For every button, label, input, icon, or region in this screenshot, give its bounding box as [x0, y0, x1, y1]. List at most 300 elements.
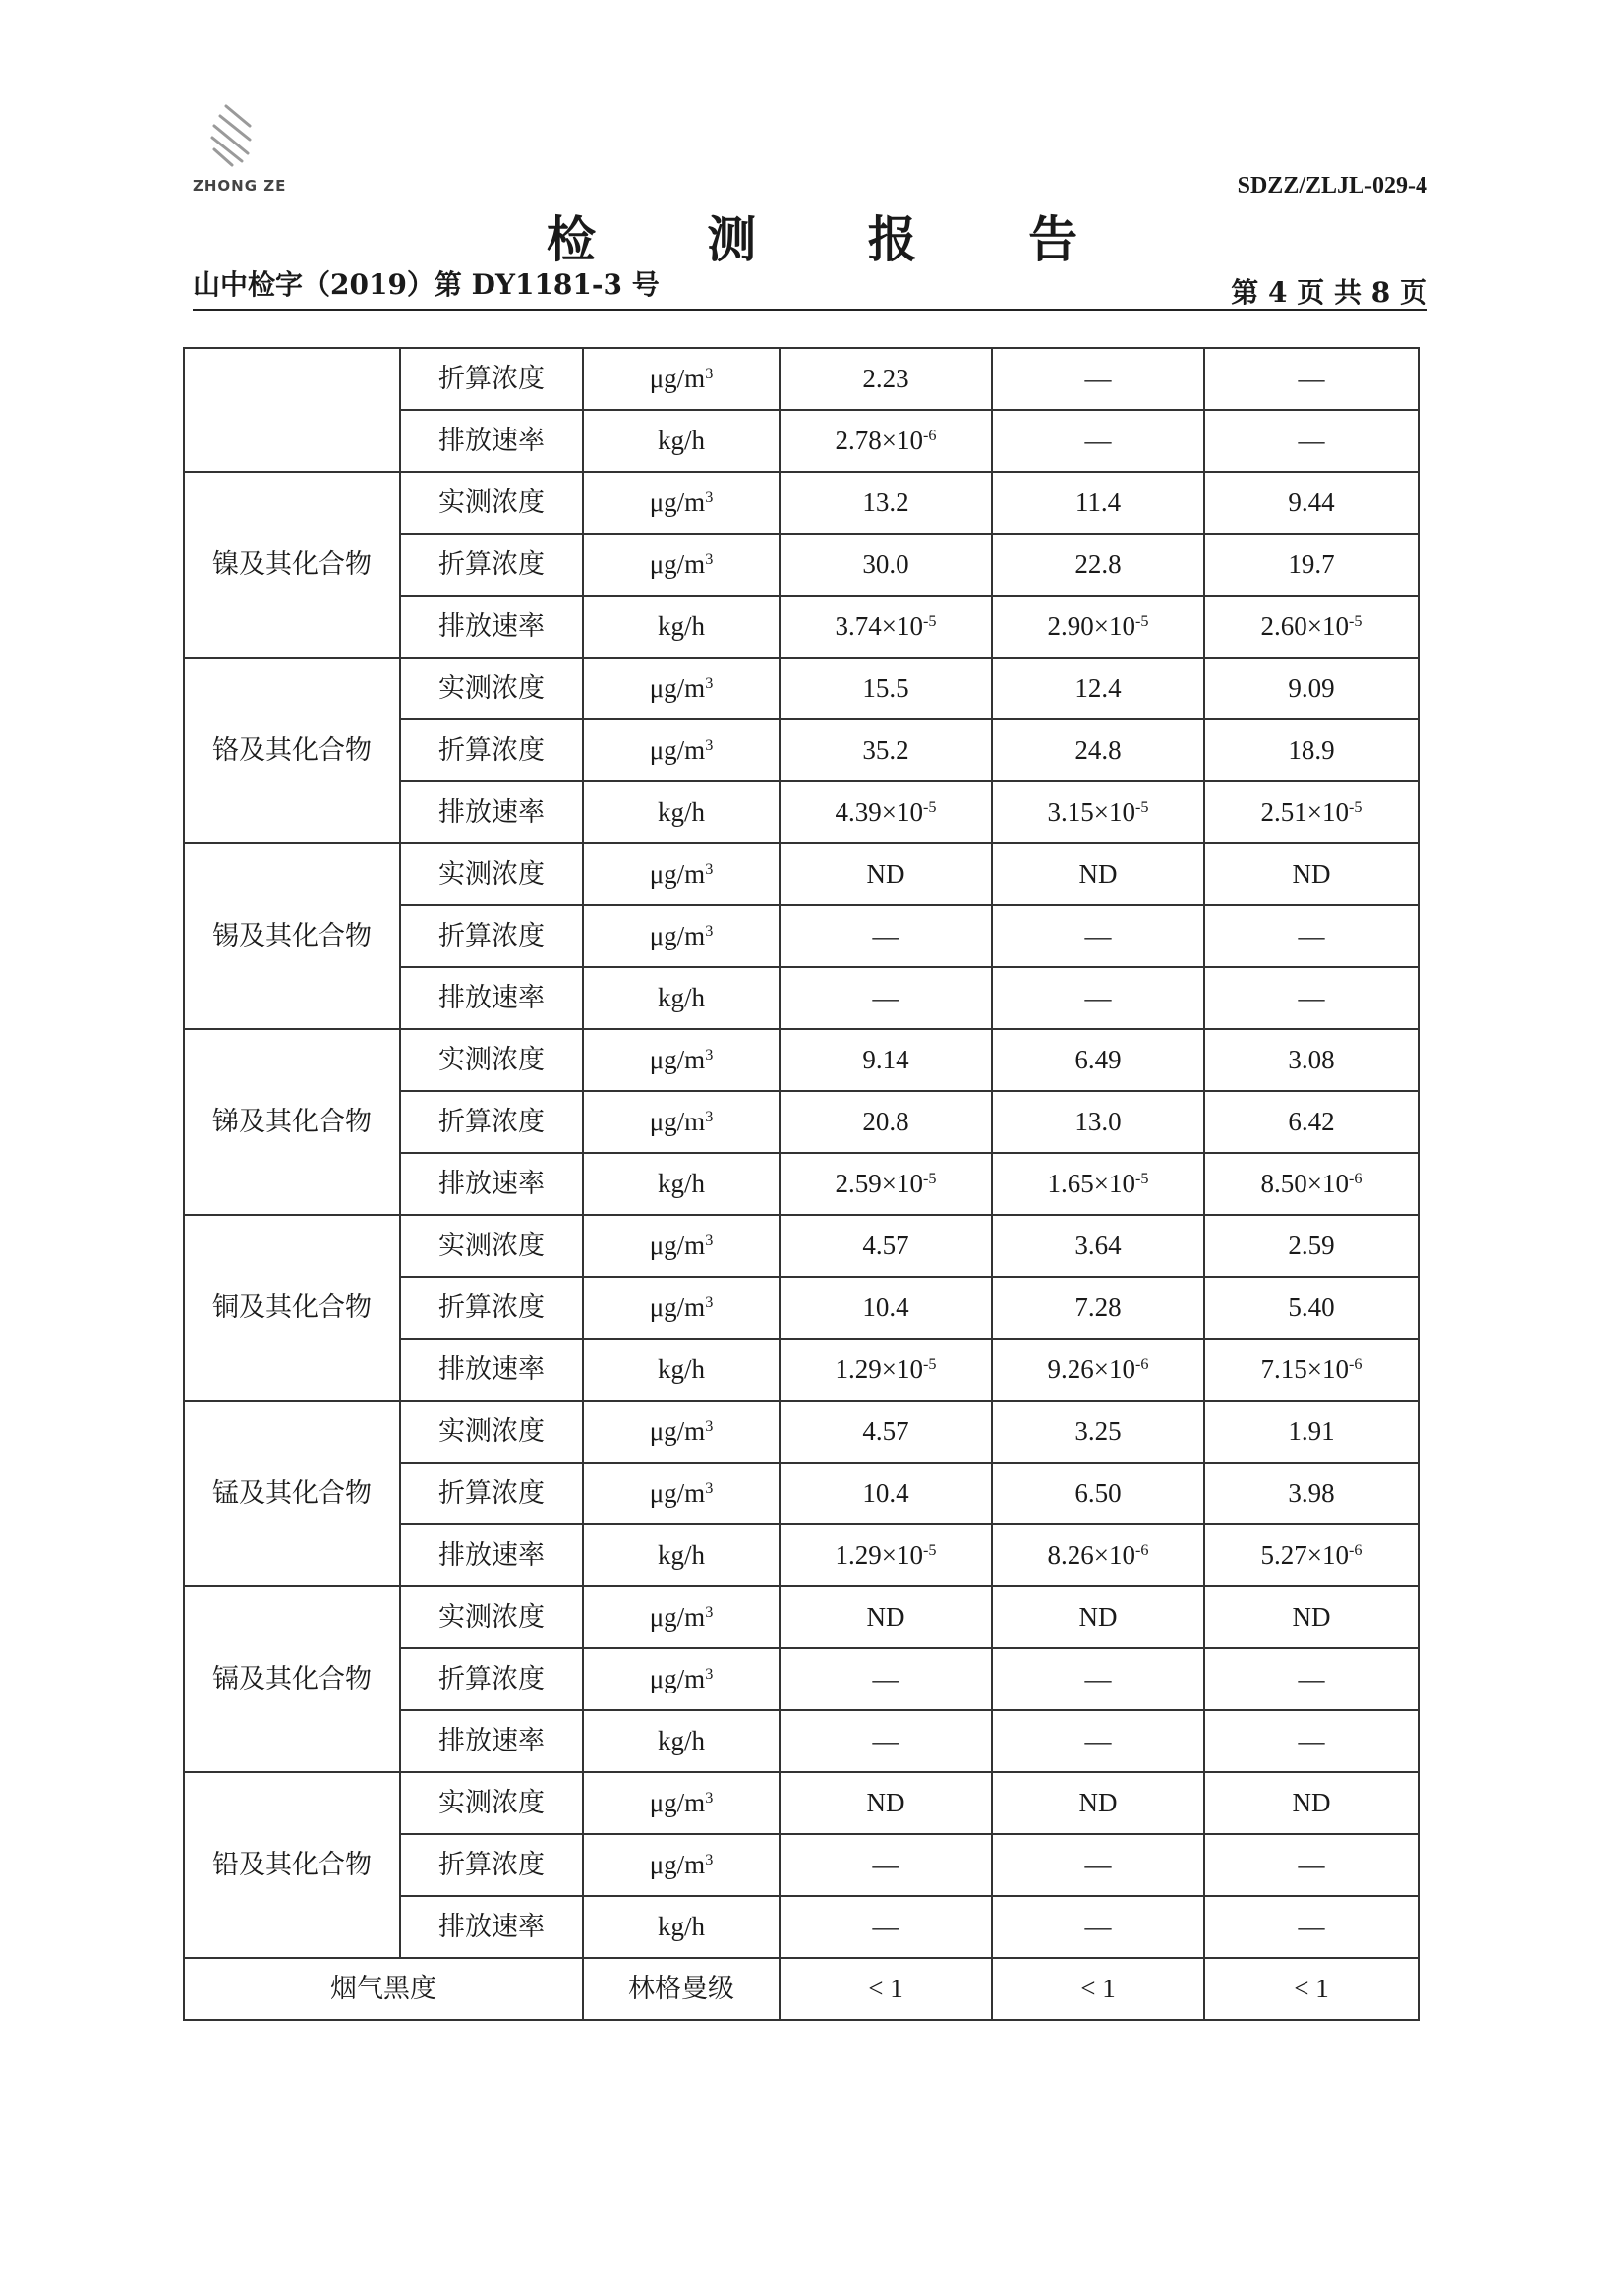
smoke-blackness-label: 烟气黑度 — [184, 1958, 583, 2020]
value-text: 10.4 — [862, 1292, 909, 1322]
unit-cell — [583, 1029, 780, 1091]
unit-cell — [583, 781, 780, 843]
value-cell — [992, 1896, 1204, 1958]
unit-text: μg/m — [649, 859, 706, 889]
value-text: — — [1298, 1850, 1325, 1879]
value-text: 7.15×10 — [1260, 1354, 1349, 1384]
value-text: — — [872, 1664, 899, 1693]
value-text: 6.49 — [1074, 1045, 1122, 1074]
value-cell — [1204, 472, 1419, 534]
value-cell — [992, 1029, 1204, 1091]
unit-exponent: 3 — [705, 1108, 714, 1126]
value-cell — [780, 1772, 992, 1834]
unit-exponent: 3 — [705, 1789, 714, 1808]
value-cell — [780, 410, 992, 472]
value-text: ND — [1292, 1602, 1331, 1632]
value-text: 2.78×10 — [835, 426, 923, 455]
value-cell — [780, 1524, 992, 1586]
value-text: 6.42 — [1288, 1107, 1335, 1136]
pollutant-name-cell: 镉及其化合物 — [184, 1586, 400, 1772]
unit-text: μg/m — [649, 1664, 706, 1693]
value-cell — [992, 1772, 1204, 1834]
value-cell — [780, 658, 992, 719]
value-text: — — [872, 1726, 899, 1755]
unit-text: μg/m — [649, 1292, 706, 1322]
value-cell — [992, 1524, 1204, 1586]
value-cell — [992, 967, 1204, 1029]
value-exponent: -6 — [1135, 1355, 1149, 1374]
unit-cell — [583, 1586, 780, 1648]
value-cell — [992, 843, 1204, 905]
unit-exponent: 3 — [705, 860, 714, 879]
value-cell — [1204, 1772, 1419, 1834]
value-text: 15.5 — [862, 673, 909, 703]
value-cell — [1204, 1091, 1419, 1153]
parameter-cell: 排放速率 — [400, 1153, 583, 1215]
value-exponent: -6 — [1349, 1541, 1363, 1560]
value-text: 1.91 — [1288, 1416, 1335, 1446]
value-text: 35.2 — [862, 735, 909, 765]
value-cell — [780, 719, 992, 781]
unit-cell — [583, 1339, 780, 1401]
unit-text: kg/h — [657, 426, 705, 455]
value-cell — [1204, 596, 1419, 658]
header-divider — [193, 309, 1427, 311]
value-text: 6.50 — [1074, 1478, 1122, 1508]
value-text: 1.29×10 — [835, 1540, 923, 1570]
value-cell — [992, 905, 1204, 967]
parameter-cell: 实测浓度 — [400, 843, 583, 905]
value-text: 2.51×10 — [1260, 797, 1349, 827]
value-text: 8.26×10 — [1047, 1540, 1135, 1570]
value-exponent: -5 — [1349, 798, 1363, 817]
value-cell — [1204, 781, 1419, 843]
value-text: 18.9 — [1288, 735, 1335, 765]
unit-cell — [583, 905, 780, 967]
unit-text: kg/h — [657, 1726, 705, 1755]
value-cell — [992, 1153, 1204, 1215]
value-cell — [992, 1401, 1204, 1463]
unit-cell — [583, 1710, 780, 1772]
value-cell — [992, 658, 1204, 719]
value-cell — [1204, 1215, 1419, 1277]
value-text: — — [1298, 1726, 1325, 1755]
value-cell: < 1 — [992, 1958, 1204, 2020]
unit-text: μg/m — [649, 1107, 706, 1136]
value-text: 3.15×10 — [1047, 797, 1135, 827]
value-text: — — [1084, 1664, 1112, 1693]
value-text: ND — [866, 1602, 905, 1632]
value-cell — [1204, 1710, 1419, 1772]
value-text: 20.8 — [862, 1107, 909, 1136]
value-text: 13.0 — [1074, 1107, 1122, 1136]
value-text: 3.08 — [1288, 1045, 1335, 1074]
value-cell — [992, 1710, 1204, 1772]
value-cell — [780, 1091, 992, 1153]
smoke-blackness-row — [184, 1958, 1419, 2020]
value-exponent: -5 — [1135, 612, 1149, 631]
value-text: 5.27×10 — [1260, 1540, 1349, 1570]
value-text: 4.57 — [862, 1231, 909, 1260]
parameter-cell: 折算浓度 — [400, 1648, 583, 1710]
value-cell — [780, 1648, 992, 1710]
unit-exponent: 3 — [705, 365, 714, 383]
value-text: — — [1298, 921, 1325, 950]
value-text: 12.4 — [1074, 673, 1122, 703]
value-text: — — [1084, 1912, 1112, 1941]
smoke-blackness-unit: 林格曼级 — [583, 1958, 780, 2020]
unit-cell — [583, 472, 780, 534]
value-cell — [780, 1710, 992, 1772]
test-results-table — [183, 347, 1420, 2021]
value-cell — [992, 1339, 1204, 1401]
value-text: — — [1084, 983, 1112, 1012]
value-cell — [992, 781, 1204, 843]
value-cell — [780, 1586, 992, 1648]
value-exponent: -5 — [923, 612, 937, 631]
unit-exponent: 3 — [705, 736, 714, 755]
value-cell — [1204, 1339, 1419, 1401]
document-code: SDZZ/ZLJL-029-4 — [1237, 173, 1427, 199]
unit-exponent: 3 — [705, 1417, 714, 1436]
unit-cell — [583, 1772, 780, 1834]
unit-cell — [583, 1524, 780, 1586]
unit-text: μg/m — [649, 1478, 706, 1508]
value-text: 1.29×10 — [835, 1354, 923, 1384]
unit-exponent: 3 — [705, 674, 714, 693]
value-cell — [992, 1648, 1204, 1710]
unit-text: kg/h — [657, 1354, 705, 1384]
zhongze-logo-mark-icon — [204, 102, 283, 169]
value-exponent: -5 — [923, 1170, 937, 1188]
unit-exponent: 3 — [705, 1046, 714, 1064]
pollutant-name-cell: 铅及其化合物 — [184, 1772, 400, 1958]
value-text: 9.14 — [862, 1045, 909, 1074]
value-text: ND — [1292, 1788, 1331, 1817]
value-cell — [1204, 719, 1419, 781]
value-cell — [1204, 843, 1419, 905]
value-cell — [1204, 1586, 1419, 1648]
value-exponent: -5 — [923, 1541, 937, 1560]
value-text: — — [1084, 921, 1112, 950]
unit-cell — [583, 1091, 780, 1153]
unit-text: kg/h — [657, 797, 705, 827]
parameter-cell: 排放速率 — [400, 1896, 583, 1958]
value-exponent: -6 — [1135, 1541, 1149, 1560]
value-text: — — [1084, 426, 1112, 455]
parameter-cell: 排放速率 — [400, 1339, 583, 1401]
value-exponent: -6 — [1349, 1355, 1363, 1374]
parameter-cell: 折算浓度 — [400, 1091, 583, 1153]
value-text: — — [1298, 364, 1325, 393]
value-text: 3.25 — [1074, 1416, 1122, 1446]
value-text: 2.59×10 — [835, 1169, 923, 1198]
pollutant-name-cell: 铬及其化合物 — [184, 658, 400, 843]
value-text: 2.23 — [862, 364, 909, 393]
value-exponent: -5 — [923, 798, 937, 817]
value-cell — [1204, 1401, 1419, 1463]
unit-cell — [583, 534, 780, 596]
parameter-cell: 折算浓度 — [400, 1834, 583, 1896]
parameter-cell: 折算浓度 — [400, 719, 583, 781]
value-cell — [780, 1339, 992, 1401]
value-text: — — [1298, 1664, 1325, 1693]
unit-text: μg/m — [649, 1416, 706, 1446]
unit-cell — [583, 1277, 780, 1339]
pollutant-name-cell: 锰及其化合物 — [184, 1401, 400, 1586]
value-text: 9.09 — [1288, 673, 1335, 703]
unit-text: μg/m — [649, 921, 706, 950]
value-cell — [780, 1896, 992, 1958]
value-text: ND — [1078, 1602, 1118, 1632]
unit-text: μg/m — [649, 1850, 706, 1879]
unit-cell — [583, 1896, 780, 1958]
value-text: 1.65×10 — [1047, 1169, 1135, 1198]
value-exponent: -6 — [923, 427, 937, 445]
value-cell — [780, 1215, 992, 1277]
value-cell: < 1 — [780, 1958, 992, 2020]
parameter-cell: 实测浓度 — [400, 658, 583, 719]
value-text: 4.57 — [862, 1416, 909, 1446]
value-text: ND — [866, 859, 905, 889]
value-cell — [780, 1401, 992, 1463]
value-exponent: -5 — [1135, 1170, 1149, 1188]
value-cell — [992, 1091, 1204, 1153]
value-text: 30.0 — [862, 549, 909, 579]
value-cell — [992, 1834, 1204, 1896]
unit-cell — [583, 1401, 780, 1463]
value-text: 10.4 — [862, 1478, 909, 1508]
unit-cell — [583, 843, 780, 905]
value-cell — [780, 1834, 992, 1896]
value-cell — [780, 967, 992, 1029]
value-cell — [992, 1215, 1204, 1277]
parameter-cell: 实测浓度 — [400, 1772, 583, 1834]
value-cell — [780, 1029, 992, 1091]
unit-exponent: 3 — [705, 1851, 714, 1869]
unit-exponent: 3 — [705, 488, 714, 507]
unit-text: μg/m — [649, 488, 706, 517]
value-cell — [1204, 905, 1419, 967]
table-row — [184, 1401, 1419, 1463]
table-row — [184, 348, 1419, 410]
value-text: 4.39×10 — [835, 797, 923, 827]
unit-cell — [583, 1215, 780, 1277]
value-cell — [780, 781, 992, 843]
value-text: — — [1084, 1726, 1112, 1755]
unit-exponent: 3 — [705, 1479, 714, 1498]
value-cell: < 1 — [1204, 1958, 1419, 2020]
value-cell — [1204, 534, 1419, 596]
unit-text: μg/m — [649, 673, 706, 703]
unit-text: kg/h — [657, 983, 705, 1012]
value-cell — [992, 1277, 1204, 1339]
value-cell — [1204, 1153, 1419, 1215]
value-cell — [780, 905, 992, 967]
value-text: — — [1298, 983, 1325, 1012]
value-text: 19.7 — [1288, 549, 1335, 579]
value-cell — [1204, 1834, 1419, 1896]
results-table-body — [184, 348, 1419, 2020]
value-text: 3.98 — [1288, 1478, 1335, 1508]
value-cell — [780, 1277, 992, 1339]
unit-text: kg/h — [657, 611, 705, 641]
value-cell — [992, 348, 1204, 410]
value-cell — [992, 410, 1204, 472]
value-cell — [992, 596, 1204, 658]
parameter-cell: 排放速率 — [400, 781, 583, 843]
value-text: 22.8 — [1074, 549, 1122, 579]
value-text: 2.90×10 — [1047, 611, 1135, 641]
value-cell — [992, 719, 1204, 781]
value-text: ND — [1078, 859, 1118, 889]
pollutant-name-cell: 锑及其化合物 — [184, 1029, 400, 1215]
unit-cell — [583, 410, 780, 472]
value-text: 9.26×10 — [1047, 1354, 1135, 1384]
value-text: ND — [866, 1788, 905, 1817]
unit-text: μg/m — [649, 549, 706, 579]
value-text: 5.40 — [1288, 1292, 1335, 1322]
value-cell — [1204, 1463, 1419, 1524]
value-text: ND — [1078, 1788, 1118, 1817]
unit-cell — [583, 348, 780, 410]
table-row — [184, 1772, 1419, 1834]
value-exponent: -5 — [1349, 612, 1363, 631]
value-text: — — [1298, 426, 1325, 455]
pollutant-name-cell: 锡及其化合物 — [184, 843, 400, 1029]
unit-exponent: 3 — [705, 1665, 714, 1684]
unit-cell — [583, 1153, 780, 1215]
value-text: 8.50×10 — [1260, 1169, 1349, 1198]
unit-cell — [583, 1463, 780, 1524]
parameter-cell: 实测浓度 — [400, 472, 583, 534]
value-text: 11.4 — [1074, 488, 1122, 517]
unit-text: kg/h — [657, 1912, 705, 1941]
parameter-cell: 排放速率 — [400, 1524, 583, 1586]
report-title: 检 测 报 告 — [546, 210, 1126, 268]
unit-exponent: 3 — [705, 550, 714, 569]
value-text: — — [1298, 1912, 1325, 1941]
parameter-cell: 实测浓度 — [400, 1029, 583, 1091]
value-cell — [780, 348, 992, 410]
table-row — [184, 1586, 1419, 1648]
unit-cell — [583, 658, 780, 719]
value-text: 2.59 — [1288, 1231, 1335, 1260]
value-text: 13.2 — [862, 488, 909, 517]
value-cell — [992, 534, 1204, 596]
unit-cell — [583, 967, 780, 1029]
parameter-cell: 实测浓度 — [400, 1401, 583, 1463]
value-text: — — [872, 1850, 899, 1879]
pollutant-name-cell: 铜及其化合物 — [184, 1215, 400, 1401]
value-cell — [1204, 1277, 1419, 1339]
table-row — [184, 1029, 1419, 1091]
company-logo — [193, 102, 311, 201]
unit-cell — [583, 719, 780, 781]
parameter-cell: 实测浓度 — [400, 1586, 583, 1648]
unit-exponent: 3 — [705, 1603, 714, 1622]
value-cell — [780, 472, 992, 534]
parameter-cell: 排放速率 — [400, 1710, 583, 1772]
value-text: — — [872, 921, 899, 950]
unit-text: μg/m — [649, 1602, 706, 1632]
unit-text: μg/m — [649, 1788, 706, 1817]
unit-text: kg/h — [657, 1169, 705, 1198]
value-cell — [992, 1586, 1204, 1648]
parameter-cell: 折算浓度 — [400, 348, 583, 410]
value-cell — [1204, 348, 1419, 410]
unit-text: μg/m — [649, 364, 706, 393]
value-cell — [1204, 967, 1419, 1029]
unit-text: kg/h — [657, 1540, 705, 1570]
value-text: 24.8 — [1074, 735, 1122, 765]
parameter-cell: 折算浓度 — [400, 905, 583, 967]
logo-text: ZHONG ZE — [193, 177, 287, 195]
value-text: — — [1084, 364, 1112, 393]
value-cell — [780, 843, 992, 905]
unit-exponent: 3 — [705, 922, 714, 941]
table-row — [184, 1215, 1419, 1277]
parameter-cell: 折算浓度 — [400, 534, 583, 596]
parameter-cell: 折算浓度 — [400, 1277, 583, 1339]
value-cell — [1204, 1524, 1419, 1586]
value-cell — [1204, 1029, 1419, 1091]
table-row — [184, 658, 1419, 719]
page-indicator: 第 4 页 共 8 页 — [1231, 276, 1427, 309]
value-exponent: -5 — [923, 1355, 937, 1374]
table-row — [184, 472, 1419, 534]
unit-exponent: 3 — [705, 1232, 714, 1250]
table-row — [184, 843, 1419, 905]
value-cell — [780, 1463, 992, 1524]
value-exponent: -6 — [1349, 1170, 1363, 1188]
value-text: 3.64 — [1074, 1231, 1122, 1260]
unit-cell — [583, 1648, 780, 1710]
value-cell — [992, 1463, 1204, 1524]
value-text: — — [1084, 1850, 1112, 1879]
value-text: 3.74×10 — [835, 611, 923, 641]
pollutant-name-cell — [184, 348, 400, 472]
unit-text: μg/m — [649, 735, 706, 765]
unit-cell — [583, 1834, 780, 1896]
parameter-cell: 排放速率 — [400, 967, 583, 1029]
value-cell — [1204, 1896, 1419, 1958]
unit-cell — [583, 596, 780, 658]
value-cell — [1204, 658, 1419, 719]
value-text: 9.44 — [1288, 488, 1335, 517]
unit-text: μg/m — [649, 1231, 706, 1260]
value-cell — [780, 534, 992, 596]
value-cell — [1204, 410, 1419, 472]
unit-exponent: 3 — [705, 1293, 714, 1312]
parameter-cell: 折算浓度 — [400, 1463, 583, 1524]
value-text: 2.60×10 — [1260, 611, 1349, 641]
value-cell — [780, 1153, 992, 1215]
value-cell — [780, 596, 992, 658]
value-text: — — [872, 1912, 899, 1941]
parameter-cell: 排放速率 — [400, 410, 583, 472]
value-text: ND — [1292, 859, 1331, 889]
unit-text: μg/m — [649, 1045, 706, 1074]
value-cell — [1204, 1648, 1419, 1710]
parameter-cell: 排放速率 — [400, 596, 583, 658]
value-text: 7.28 — [1074, 1292, 1122, 1322]
value-exponent: -5 — [1135, 798, 1149, 817]
pollutant-name-cell: 镍及其化合物 — [184, 472, 400, 658]
value-text: — — [872, 983, 899, 1012]
report-number: 山中检字（2019）第 DY1181-3 号 — [193, 268, 660, 301]
value-cell — [992, 472, 1204, 534]
